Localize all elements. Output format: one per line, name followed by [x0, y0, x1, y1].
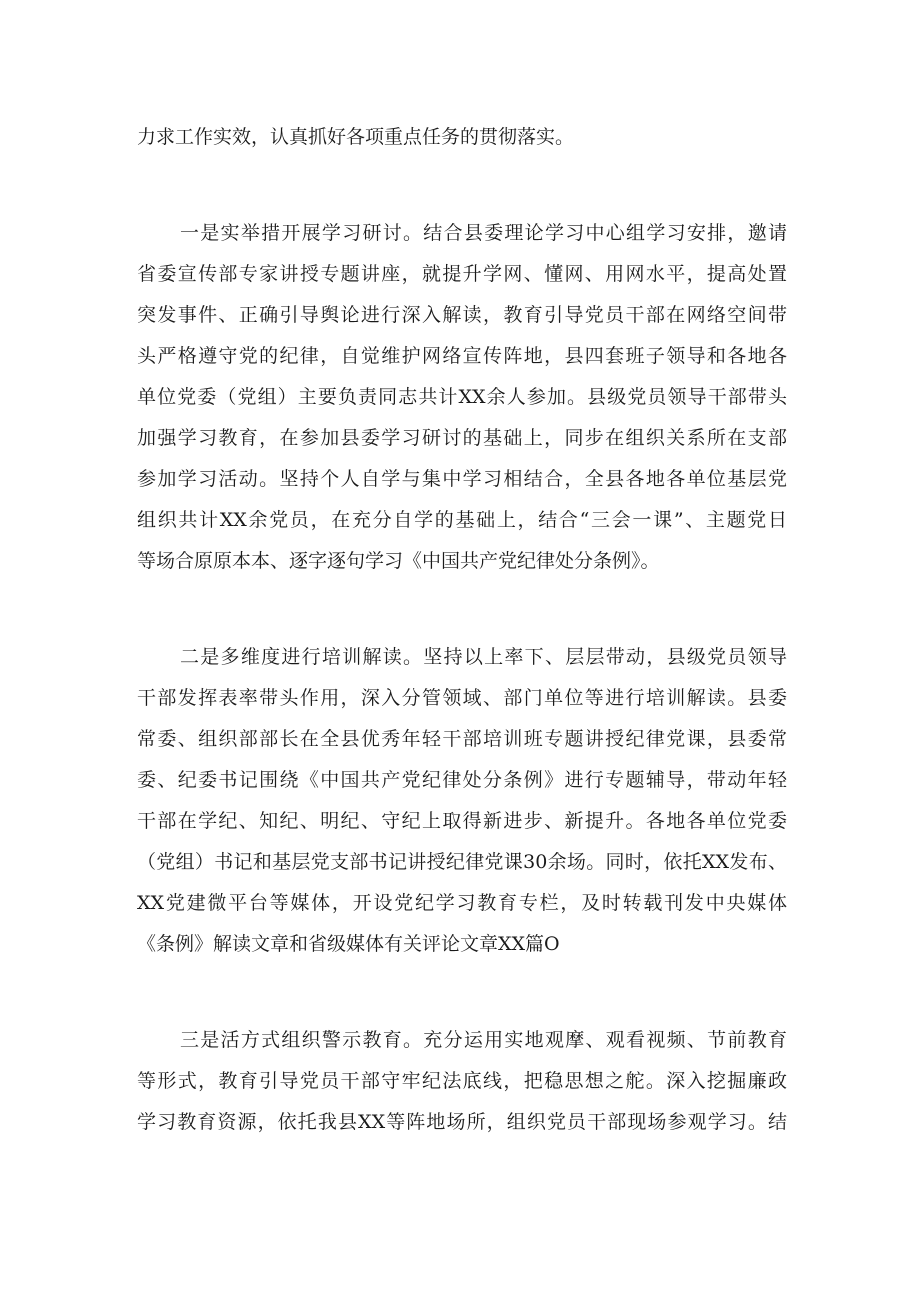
paragraph-line: 突发事件、正确引导舆论进行深入解读，教育引导党员干部在网络空间带 — [137, 304, 787, 326]
paragraph-line: 参加学习活动。坚持个人自学与集中学习相结合，全县各地各单位基层党 — [137, 468, 787, 490]
paragraph-line: （党组）书记和基层党支部书记讲授纪律党课30余场。同时，依托XX发布、 — [137, 851, 787, 873]
paragraph-line: 常委、组织部部长在全县优秀年轻干部培训班专题讲授纪律党课，县委常 — [137, 728, 787, 750]
paragraph-line: 头严格遵守党的纪律，自觉维护网络宣传阵地，县四套班子领导和各地各 — [137, 345, 787, 367]
paragraph-line: 《条例》解读文章和省级媒体有关评论文章XX篇O — [137, 933, 560, 955]
paragraph-line: 单位党委（党组）主要负责同志共计XX余人参加。县级党员领导干部带头 — [137, 386, 787, 408]
paragraph-line: 干部在学纪、知纪、明纪、守纪上取得新进步、新提升。各地各单位党委 — [137, 810, 787, 832]
paragraph-line: XX党建微平台等媒体，开设党纪学习教育专栏，及时转载刊发中央媒体 — [137, 892, 787, 914]
paragraph-line: 三是活方式组织警示教育。充分运用实地观摩、观看视频、节前教育 — [180, 1029, 787, 1051]
paragraph-line: 等形式，教育引导党员干部守牢纪法底线，把稳思想之舵。深入挖掘廉政 — [137, 1070, 787, 1092]
paragraph-line: 一是实举措开展学习研讨。结合县委理论学习中心组学习安排，邀请 — [180, 222, 787, 244]
paragraph-line: 干部发挥表率带头作用，深入分管领域、部门单位等进行培训解读。县委 — [137, 687, 787, 709]
paragraph-line: 委、纪委书记围绕《中国共产党纪律处分条例》进行专题辅导，带动年轻 — [137, 769, 787, 791]
paragraph-line: 省委宣传部专家讲授专题讲座，就提升学网、懂网、用网水平，提高处置 — [137, 263, 787, 285]
paragraph-line: 二是多维度进行培训解读。坚持以上率下、层层带动，县级党员领导 — [180, 646, 787, 668]
paragraph-line: 力求工作实效，认真抓好各项重点任务的贯彻落实。 — [137, 126, 575, 148]
paragraph-line: 等场合原原本本、逐字逐句学习《中国共产党纪律处分条例》。 — [137, 550, 660, 572]
paragraph-line: 组织共计XX余党员，在充分自学的基础上，结合“三会一课”、主题党日 — [137, 509, 787, 531]
paragraph-line: 学习教育资源，依托我县XX等阵地场所，组织党员干部现场参观学习。结 — [137, 1111, 787, 1133]
paragraph-line: 加强学习教育，在参加县委学习研讨的基础上，同步在组织关系所在支部 — [137, 427, 787, 449]
